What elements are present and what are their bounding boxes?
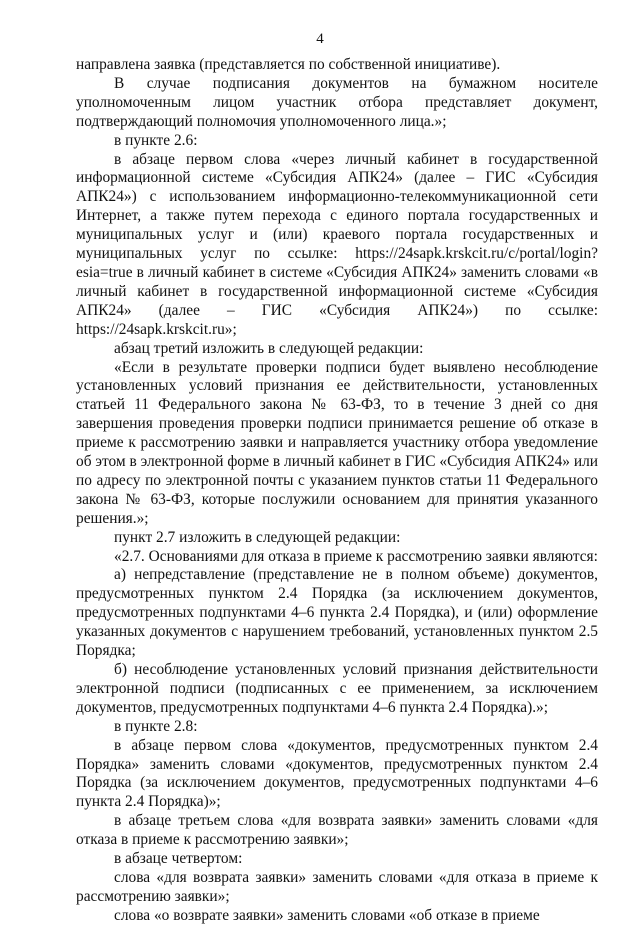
paragraph: в пункте 2.8: <box>114 717 198 735</box>
paragraph: в пункте 2.6: <box>114 131 198 149</box>
paragraph: в абзаце первом слова «через личный кабинет в государственной информационной системе «Субсидия АПК24» (далее – ГИС «Субсидия АПК24») с использованием информационно-телекоммуникационной сети Интернет, а также путем перехода с единого портала государственных и муниципальных услуг и (или) краевого портала государственных и муниципальных услуг по ссылке: https://24sapk.krskcit.ru/c/portal/login?esia=true в личный кабинет в системе «Субсидия АПК24» заменить словами «в личный кабинет в государственной информационной системе «Субсидия АПК24» (далее – ГИС «Субсидия АПК24») по ссылке: https://24sapk.krskcit.ru»; <box>76 150 598 338</box>
paragraph: направлена заявка (представляется по собственной инициативе). <box>76 56 501 73</box>
paragraph: «2.7. Основаниями для отказа в приеме к рассмотрению заявки являются: <box>114 547 598 565</box>
paragraph: слова «о возврате заявки» заменить словами «об отказе в приеме <box>114 906 540 924</box>
document-body <box>76 56 598 926</box>
paragraph: в абзаце третьем слова «для возврата заявки» заменить словами «для отказа в приеме к рассмотрению заявки»; <box>76 812 598 849</box>
paragraph: а) непредставление (представление не в полном объеме) документов, предусмотренных пунктом 2.4 Порядка (за исключением документов, предусмотренных подпунктами 4–6 пункта 2.4 Порядка), и (или) оформление указанных документов с нарушением требований, установленных пунктом 2.5 Порядка; <box>76 566 598 660</box>
paragraph: в абзаце первом слова «документов, предусмотренных пунктом 2.4 Порядка» заменить словами «документов, предусмотренных пунктом 2.4 Порядка (за исключением документов, предусмотренных подпунктами 4–6 пункта 2.4 Порядка)»; <box>76 736 598 811</box>
paragraph: «Если в результате проверки подписи будет выявлено несоблюдение установленных условий признания ее действительности, установленных статьей 11 Федерального закона № 63-ФЗ, то в течение 3 дней со дня завершения проведения проверки подписи принимается решение об отказе в приеме к рассмотрению заявки и направляется участнику отбора уведомление об этом в электронной форме в личный кабинет в ГИС «Субсидия АПК24» или по адресу по электронной почты с указанием пунктов статьи 11 Федерального закона № 63-ФЗ, которые послужили основанием для принятия указанного решения.»; <box>76 358 598 527</box>
paragraph: абзац третий изложить в следующей редакции: <box>114 339 424 357</box>
paragraph: В случае подписания документов на бумажном носителе уполномоченным лицом участник отбора представляет документ, подтверждающий полномочия уполномоченного лица.»; <box>76 74 598 130</box>
paragraph: пункт 2.7 изложить в следующей редакции: <box>114 528 401 546</box>
page-number: 4 <box>316 31 324 47</box>
paragraph: слова «для возврата заявки» заменить словами «для отказа в приеме к рассмотрению заявки»; <box>76 868 598 905</box>
paragraph: б) несоблюдение установленных условий признания действительности электронной подписи (подписанных с ее применением, за исключением документов, предусмотренных подпунктами 4–6 пункта 2.4 Порядка).»; <box>76 661 598 716</box>
paragraph: в абзаце четвертом: <box>114 850 243 868</box>
